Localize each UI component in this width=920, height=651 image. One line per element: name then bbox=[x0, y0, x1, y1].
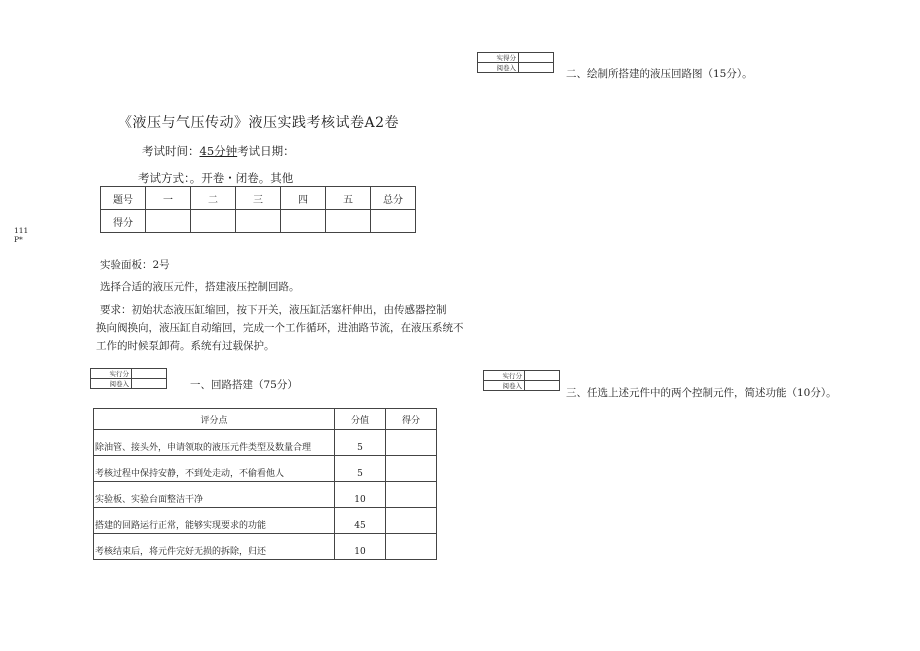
score-cell[interactable] bbox=[281, 210, 326, 233]
exam-mode: 考试方式：。开卷・闭卷。其他 bbox=[138, 171, 294, 185]
table-row bbox=[94, 534, 437, 560]
exam-date-label: 考试日期： bbox=[237, 144, 295, 158]
criteria-score-cell[interactable] bbox=[386, 482, 437, 508]
table-row bbox=[94, 508, 437, 534]
criteria-score-cell[interactable] bbox=[386, 534, 437, 560]
criteria-table bbox=[93, 408, 437, 560]
criteria-item: 考核过程中保持安静，不到处走动，不偷看他人 bbox=[94, 456, 335, 482]
score-row-label: 得分 bbox=[101, 210, 146, 233]
score-header: 一 bbox=[146, 187, 191, 210]
exam-time bbox=[142, 143, 295, 159]
side-mark: 111 bbox=[14, 226, 29, 235]
side-mark: P* bbox=[14, 235, 23, 244]
grader-label: 阅卷入 bbox=[478, 63, 519, 73]
grader-value-cell[interactable] bbox=[132, 379, 167, 389]
table-row bbox=[94, 456, 437, 482]
side-marks bbox=[14, 226, 28, 244]
grader-label: 实行分 bbox=[91, 369, 132, 379]
criteria-points: 5 bbox=[335, 430, 386, 456]
grader-value-cell[interactable] bbox=[519, 63, 554, 73]
exam-time-value: 45分钟 bbox=[199, 144, 238, 158]
criteria-points: 10 bbox=[335, 534, 386, 560]
grader-value-cell[interactable] bbox=[525, 371, 560, 381]
table-row bbox=[94, 482, 437, 508]
criteria-score-cell[interactable] bbox=[386, 456, 437, 482]
exam-time-prefix: 考试时间： bbox=[142, 144, 200, 158]
grader-value-cell[interactable] bbox=[519, 53, 554, 63]
score-cell[interactable] bbox=[191, 210, 236, 233]
section3-heading: 三、任选上述元件中的两个控制元件，简述功能（10分）。 bbox=[566, 387, 837, 399]
criteria-item: 考核结束后，将元件完好无损的拆除，归还 bbox=[94, 534, 335, 560]
score-row bbox=[101, 210, 416, 233]
score-header: 五 bbox=[326, 187, 371, 210]
grader-box-section1 bbox=[90, 368, 167, 389]
page-title: 《液压与气压传动》液压实践考核试卷A2卷 bbox=[118, 115, 400, 131]
score-header: 三 bbox=[236, 187, 281, 210]
grader-value-cell[interactable] bbox=[525, 381, 560, 391]
criteria-header: 评分点 bbox=[94, 409, 335, 430]
score-header: 二 bbox=[191, 187, 236, 210]
criteria-points: 45 bbox=[335, 508, 386, 534]
panel-number: 实验面板：2号 bbox=[100, 259, 170, 271]
section1-heading: 一、回路搭建（75分） bbox=[190, 379, 298, 391]
score-table bbox=[100, 186, 416, 233]
score-header-row bbox=[101, 187, 416, 210]
criteria-score-cell[interactable] bbox=[386, 430, 437, 456]
grader-label: 实得分 bbox=[478, 53, 519, 63]
score-cell[interactable] bbox=[236, 210, 281, 233]
grader-label: 阅卷入 bbox=[91, 379, 132, 389]
grader-label: 阅卷入 bbox=[484, 381, 525, 391]
requirements-line: 工作的时候泵卸荷。系统有过载保护。 bbox=[96, 340, 275, 352]
criteria-header-row bbox=[94, 409, 437, 430]
score-header: 总分 bbox=[371, 187, 416, 210]
score-cell[interactable] bbox=[326, 210, 371, 233]
requirements bbox=[96, 301, 464, 355]
requirements-line: 要求：初始状态液压缸缩回，按下开关，液压缸活塞杆伸出，由传感器控制 bbox=[100, 304, 447, 316]
table-row bbox=[94, 430, 437, 456]
criteria-points: 10 bbox=[335, 482, 386, 508]
criteria-header: 分值 bbox=[335, 409, 386, 430]
score-header: 四 bbox=[281, 187, 326, 210]
criteria-item: 实验板、实验台面整洁干净 bbox=[94, 482, 335, 508]
grader-box-section2 bbox=[477, 52, 554, 73]
score-cell[interactable] bbox=[146, 210, 191, 233]
section2-heading: 二、绘制所搭建的液压回路图（15分）。 bbox=[566, 68, 753, 80]
score-header: 题号 bbox=[101, 187, 146, 210]
grader-label: 实行分 bbox=[484, 371, 525, 381]
criteria-points: 5 bbox=[335, 456, 386, 482]
criteria-header: 得分 bbox=[386, 409, 437, 430]
grader-value-cell[interactable] bbox=[132, 369, 167, 379]
score-cell[interactable] bbox=[371, 210, 416, 233]
criteria-item: 搭建的回路运行正常，能够实现要求的功能 bbox=[94, 508, 335, 534]
requirements-line: 换向阀换向，液压缸自动缩回，完成一个工作循环，进油路节流，在液压系统不 bbox=[96, 322, 464, 334]
grader-box-section3 bbox=[483, 370, 560, 391]
criteria-item: 除油管、接头外，申请领取的液压元件类型及数量合理 bbox=[94, 430, 335, 456]
criteria-score-cell[interactable] bbox=[386, 508, 437, 534]
instruction: 选择合适的液压元件，搭建液压控制回路。 bbox=[100, 281, 300, 293]
